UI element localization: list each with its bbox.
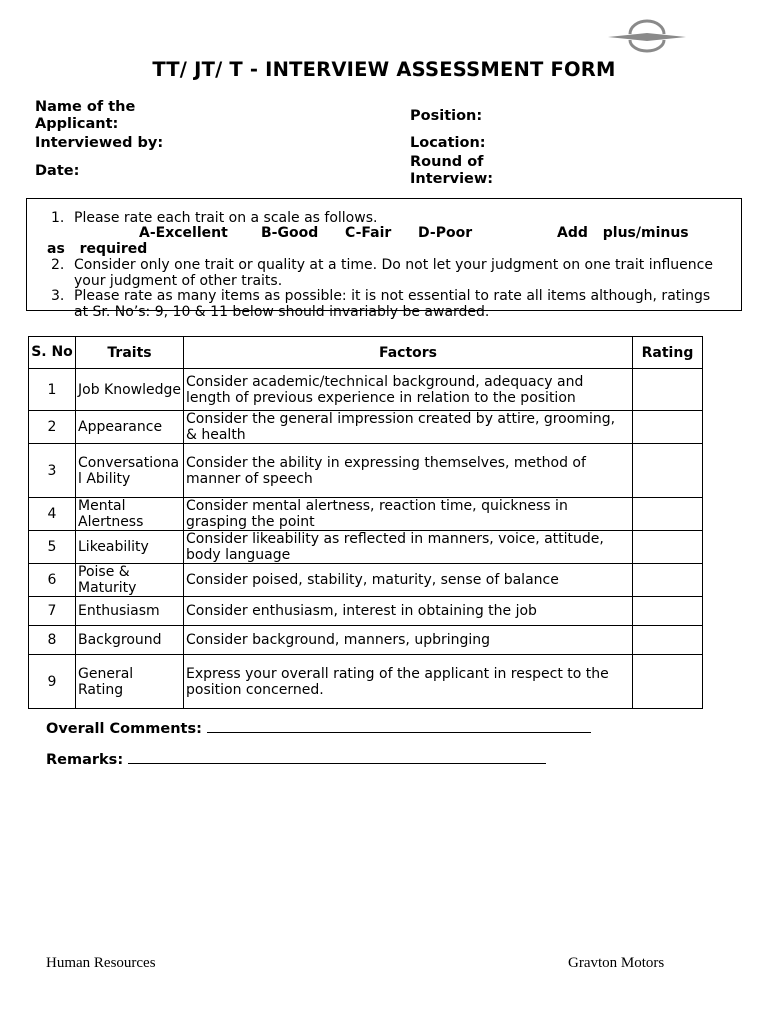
grade-excellent: A-Excellent — [139, 225, 228, 241]
cell-sno: 3 — [29, 444, 76, 498]
cell-sno: 2 — [29, 411, 76, 444]
instructions-box — [26, 198, 742, 320]
cell-trait: Enthusiasm — [76, 597, 184, 626]
cell-factor: Consider mental alertness, reaction time, quickness in grasping the point — [184, 498, 633, 531]
cell-rating[interactable] — [633, 444, 703, 498]
cell-sno: 8 — [29, 626, 76, 655]
remarks-label: Remarks: — [46, 752, 124, 768]
table-row — [29, 597, 703, 626]
assessment-table — [28, 336, 703, 709]
date-label: Date: — [35, 163, 80, 179]
overall-comments-label: Overall Comments: — [46, 721, 202, 737]
table-row — [29, 626, 703, 655]
table-row — [29, 531, 703, 564]
column-header-sno: S. No — [29, 337, 76, 369]
table-header-row — [29, 337, 703, 369]
column-header-traits: Traits — [76, 337, 184, 369]
grade-note: Add plus/minus as required — [47, 225, 689, 257]
cell-rating[interactable] — [633, 411, 703, 444]
name-of-applicant-label: Name of the Applicant: — [35, 99, 136, 132]
table-row — [29, 498, 703, 531]
cell-trait: Appearance — [76, 411, 184, 444]
instruction-text: Please rate as many items as possible: it is not essential to rate all items although, ratings at Sr. No’s: 9, 10 & 11 below should invariably be awarded. — [74, 288, 711, 320]
instruction-number: 2. — [51, 257, 65, 273]
cell-trait: Likeability — [76, 531, 184, 564]
cell-factor: Consider poised, stability, maturity, sense of balance — [184, 564, 633, 597]
remarks-blank[interactable] — [128, 751, 546, 764]
cell-trait: Job Knowledge — [76, 369, 184, 411]
remarks-row — [46, 751, 546, 768]
cell-sno: 9 — [29, 655, 76, 709]
instruction-number: 1. — [51, 210, 65, 226]
grade-poor: D-Poor — [418, 225, 473, 241]
cell-factor: Express your overall rating of the applicant in respect to the position concerned. — [184, 655, 633, 709]
round-of-interview-label: Round of Interview: — [410, 154, 494, 187]
rating-scale-row — [47, 226, 721, 258]
location-label: Location: — [410, 135, 486, 151]
cell-trait: General Rating — [76, 655, 184, 709]
instruction-text: Consider only one trait or quality at a time. Do not let your judgment on one trait influence your judgment of other traits. — [74, 257, 713, 289]
table-row — [29, 411, 703, 444]
cell-rating[interactable] — [633, 498, 703, 531]
position-label: Position: — [410, 108, 483, 124]
overall-comments-blank[interactable] — [207, 720, 591, 733]
footer-right: Gravton Motors — [568, 955, 665, 971]
cell-factor: Consider the general impression created by attire, grooming, & health — [184, 411, 633, 444]
cell-sno: 7 — [29, 597, 76, 626]
cell-sno: 6 — [29, 564, 76, 597]
cell-trait: Mental Alertness — [76, 498, 184, 531]
page-title: TT/ JT/ T - INTERVIEW ASSESSMENT FORM — [152, 58, 616, 81]
cell-sno: 1 — [29, 369, 76, 411]
table-row — [29, 444, 703, 498]
cell-rating[interactable] — [633, 531, 703, 564]
cell-rating[interactable] — [633, 655, 703, 709]
cell-rating[interactable] — [633, 564, 703, 597]
grade-fair: C-Fair — [345, 225, 392, 241]
cell-factor: Consider likeability as reflected in manners, voice, attitude, body language — [184, 531, 633, 564]
cell-factor: Consider background, manners, upbringing — [184, 626, 633, 655]
column-header-factors: Factors — [184, 337, 633, 369]
cell-factor: Consider the ability in expressing themselves, method of manner of speech — [184, 444, 633, 498]
footer-left: Human Resources — [46, 955, 156, 971]
cell-rating[interactable] — [633, 597, 703, 626]
overall-comments-row — [46, 720, 591, 737]
column-header-rating: Rating — [633, 337, 703, 369]
company-logo-icon — [606, 18, 688, 54]
table-row — [29, 655, 703, 709]
cell-sno: 5 — [29, 531, 76, 564]
cell-sno: 4 — [29, 498, 76, 531]
table-row — [29, 369, 703, 411]
table-row — [29, 564, 703, 597]
cell-factor: Consider enthusiasm, interest in obtaining the job — [184, 597, 633, 626]
interviewed-by-label: Interviewed by: — [35, 135, 164, 151]
cell-trait: Poise & Maturity — [76, 564, 184, 597]
grade-good: B-Good — [261, 225, 319, 241]
cell-trait: Background — [76, 626, 184, 655]
cell-rating[interactable] — [633, 369, 703, 411]
instruction-number: 3. — [51, 288, 65, 304]
cell-trait: Conversational Ability — [76, 444, 184, 498]
cell-factor: Consider academic/technical background, adequacy and length of previous experience in relation to the position — [184, 369, 633, 411]
instruction-text: Please rate each trait on a scale as follows. — [74, 210, 378, 226]
cell-rating[interactable] — [633, 626, 703, 655]
